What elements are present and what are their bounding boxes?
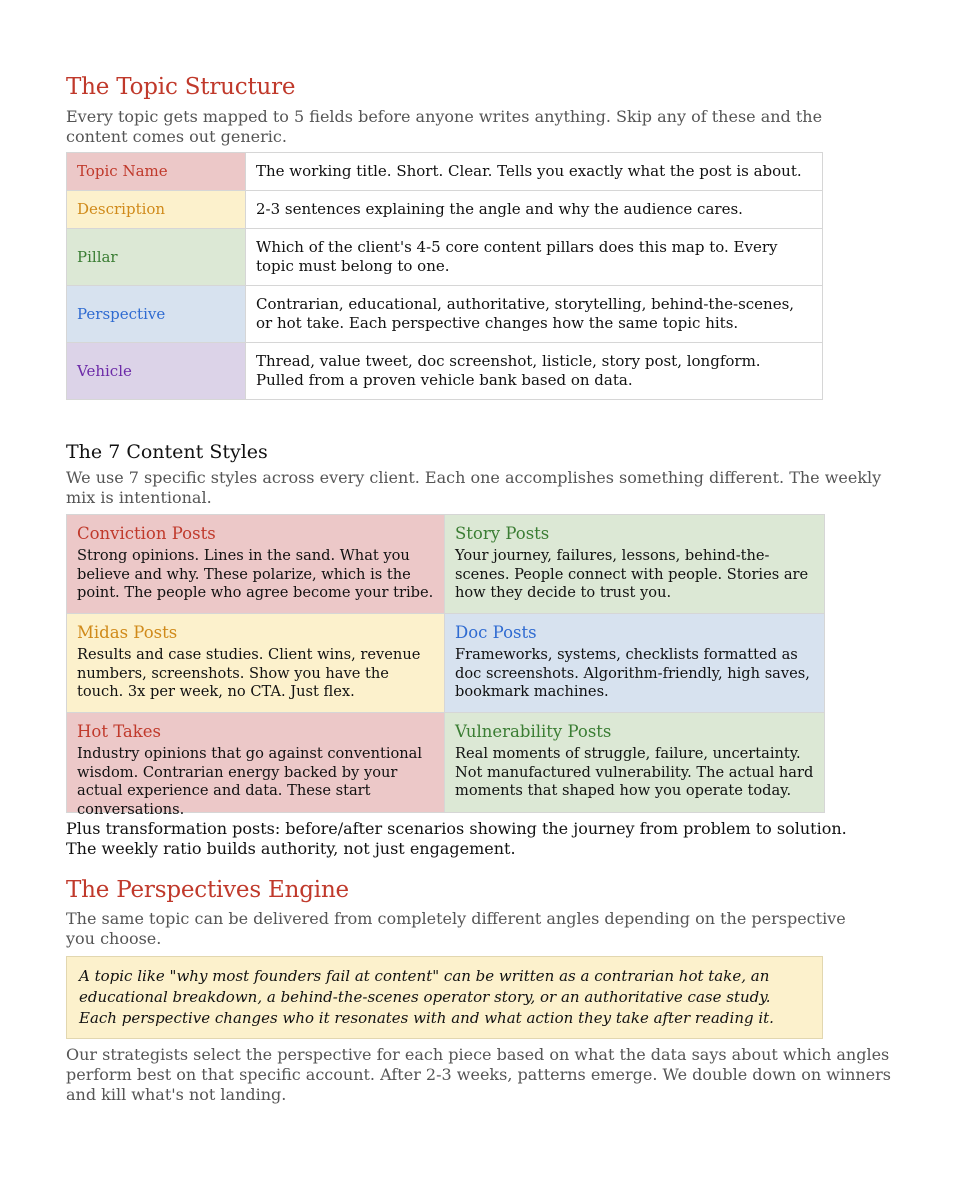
style-card-conviction-posts — [67, 515, 445, 614]
style-card-title: Midas Posts — [77, 623, 178, 642]
style-card-body: Strong opinions. Lines in the sand. What you believe and why. These polarize, which is the point. The people who agree become your tribe. — [77, 547, 434, 601]
style-card-body: Your journey, failures, lessons, behind-the-scenes. People connect with people. Stories are how they decide to trust you. — [455, 547, 809, 601]
style-card-body: Results and case studies. Client wins, revenue numbers, screenshots. Show you have the touch. 3x per week, no CTA. Just flex. — [77, 646, 421, 700]
style-card-hot-takes — [67, 713, 445, 818]
style-card-title: Hot Takes — [77, 722, 161, 741]
style-card-body: Industry opinions that go against conventional wisdom. Contrarian energy backed by your actual experience and data. These start conversations. — [77, 745, 423, 818]
field-desc-pillar: Which of the client's 4-5 core content pillars does this map to. Every topic must belong to one. — [246, 229, 823, 286]
style-card-vulnerability-posts — [445, 713, 824, 812]
topic-fields-table — [66, 152, 823, 400]
content-styles-outro: Plus transformation posts: before/after scenarios showing the journey from problem to solution. The weekly ratio builds authority, not just engagement. — [66, 819, 847, 858]
style-card-doc-posts — [445, 614, 824, 713]
table-row — [67, 286, 823, 343]
topic-structure-heading: The Topic Structure — [66, 74, 296, 100]
field-desc-vehicle: Thread, value tweet, doc screenshot, listicle, story post, longform. Pulled from a proven vehicle bank based on data. — [246, 343, 823, 400]
perspectives-heading: The Perspectives Engine — [66, 877, 349, 903]
style-card-title: Vulnerability Posts — [455, 722, 612, 741]
content-styles-heading: The 7 Content Styles — [66, 441, 268, 463]
table-row — [67, 229, 823, 286]
table-row — [67, 343, 823, 400]
content-styles-intro: We use 7 specific styles across every client. Each one accomplishes something different. The weekly mix is intentional. — [66, 468, 882, 507]
perspective-example-callout: A topic like "why most founders fail at content" can be written as a contrarian hot take, an educational breakdown, a behind-the-scenes operator story, or an authoritative case study. Each perspective changes who it resonates with and what action they take after reading it. — [66, 956, 823, 1039]
content-styles-grid — [66, 514, 825, 818]
field-desc-perspective: Contrarian, educational, authoritative, storytelling, behind-the-scenes, or hot take. Each perspective changes how the same topic hits. — [246, 286, 823, 343]
perspectives-outro: Our strategists select the perspective for each piece based on what the data says about which angles perform best on that specific account. After 2-3 weeks, patterns emerge. We double down on winners and kill what's not landing. — [66, 1045, 892, 1104]
table-row — [67, 191, 823, 229]
style-card-body: Real moments of struggle, failure, uncertainty. Not manufactured vulnerability. The actual hard moments that shaped how you operate today. — [455, 745, 814, 799]
topic-structure-intro: Every topic gets mapped to 5 fields before anyone writes anything. Skip any of these and the content comes out generic. — [66, 107, 823, 146]
style-card-title: Story Posts — [455, 524, 550, 543]
field-label-topic-name: Topic Name — [67, 153, 246, 191]
field-label-vehicle: Vehicle — [67, 343, 246, 400]
style-card-story-posts — [445, 515, 824, 614]
style-card-midas-posts — [67, 614, 445, 713]
field-label-pillar: Pillar — [67, 229, 246, 286]
style-card-body: Frameworks, systems, checklists formatted as doc screenshots. Algorithm-friendly, high saves, bookmark machines. — [455, 646, 810, 700]
field-desc-topic-name: The working title. Short. Clear. Tells you exactly what the post is about. — [246, 153, 823, 191]
field-label-perspective: Perspective — [67, 286, 246, 343]
table-row — [67, 153, 823, 191]
style-card-title: Doc Posts — [455, 623, 537, 642]
perspectives-intro: The same topic can be delivered from completely different angles depending on the perspective you choose. — [66, 909, 846, 948]
field-desc-description: 2-3 sentences explaining the angle and why the audience cares. — [246, 191, 823, 229]
field-label-description: Description — [67, 191, 246, 229]
style-card-title: Conviction Posts — [77, 524, 216, 543]
